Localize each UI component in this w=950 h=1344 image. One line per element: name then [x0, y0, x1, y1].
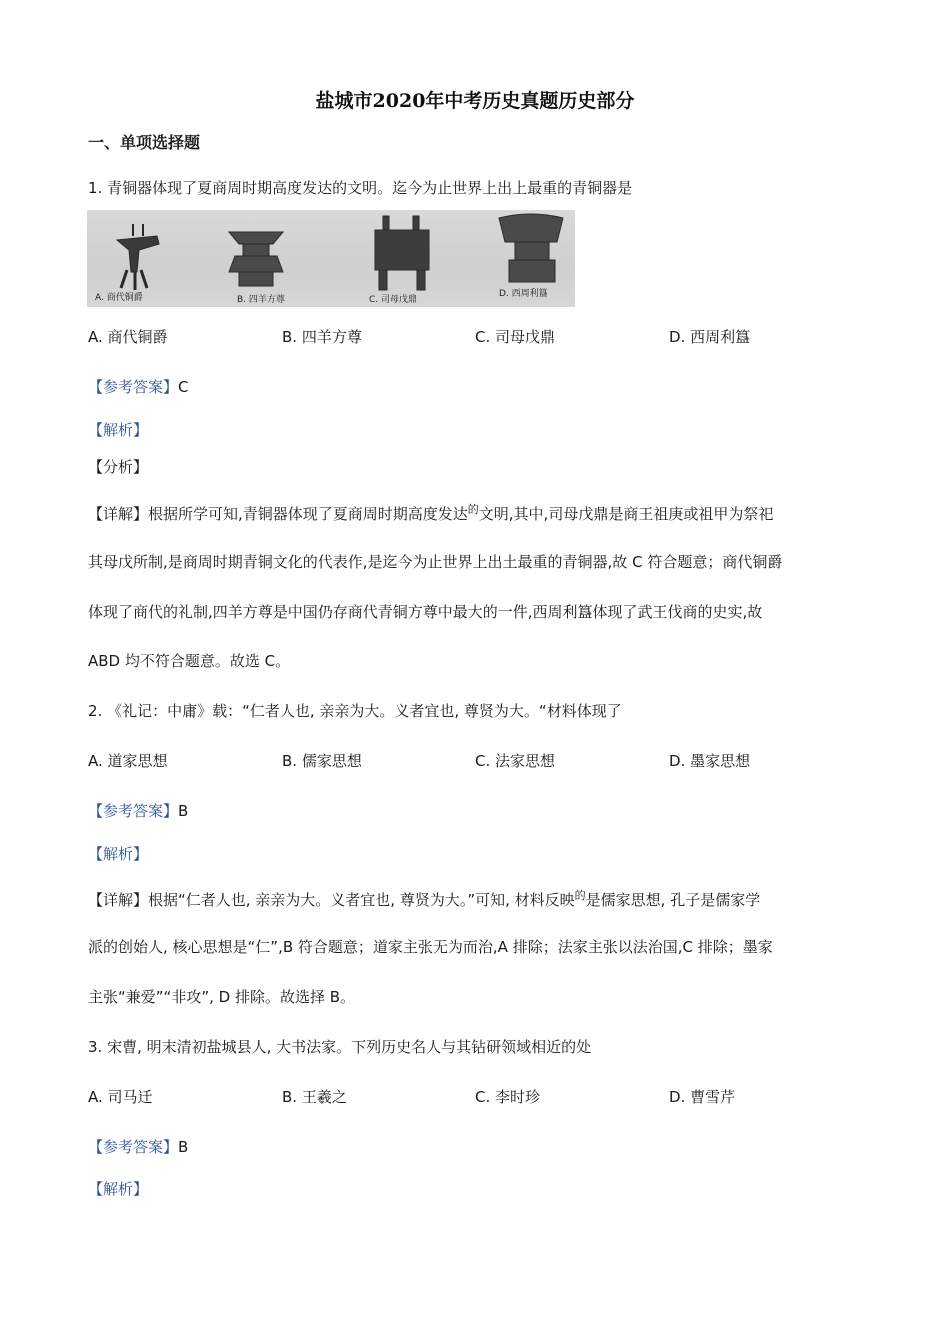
- bronze-figure: [87, 210, 575, 307]
- q1-detail-line-1: 【详解】根据所学可知,青铜器体现了夏商周时期高度发达$^的$文明,其中,司母戊鼎是商王祖庚或祖甲为祭祀: [88, 503, 774, 523]
- q1-option-b: B. 四羊方尊: [282, 328, 362, 346]
- figure-caption-a: A. 商代铜爵: [95, 293, 143, 303]
- q1-option-a: A. 商代铜爵: [88, 328, 168, 346]
- q3-analysis-label: 【解析】: [88, 1180, 149, 1198]
- q1-analysis-label: 【解析】: [88, 421, 149, 439]
- jue-vessel-icon: [117, 224, 159, 290]
- ding-vessel-icon: [375, 216, 429, 290]
- page-title: 盐城市2020年中考历史真题历史部分: [315, 90, 635, 112]
- answer-label: 【参考答案】: [88, 802, 179, 820]
- q2-answer: [88, 800, 188, 821]
- figure-caption-d: D. 西周利簋: [499, 289, 548, 299]
- q2-detail-line-2: 派的创始人, 核心思想是“仁”,B 符合题意；道家主张无为而治,A 排除；法家主张以法治国,C 排除；墨家: [88, 938, 773, 956]
- q2-detail-line-1: 【详解】根据“仁者人也, 亲亲为大。义者宜也, 尊贤为大。”可知, 材料反映$^的$是儒家思想, 孔子是儒家学: [88, 889, 761, 909]
- question-1-stem: 1. 青铜器体现了夏商周时期高度发达的文明。迄今为止世界上出上最重的青铜器是: [88, 179, 633, 197]
- figure-caption-c: C. 司母戊鼎: [369, 295, 418, 305]
- q3-option-b: B. 王羲之: [282, 1088, 347, 1106]
- q1-option-c: C. 司母戊鼎: [475, 328, 556, 346]
- question-3-stem: 3. 宋曹, 明末清初盐城县人, 大书法家。下列历史名人与其钻研领域相近的处: [88, 1038, 592, 1056]
- q3-option-d: D. 曹雪芹: [669, 1088, 736, 1106]
- answer-value: C: [178, 378, 189, 396]
- answer-value: B: [178, 802, 189, 820]
- question-2-stem: 2. 《礼记：中庸》载：“仁者人也, 亲亲为大。义者宜也, 尊贤为大。“材料体现了: [88, 702, 622, 720]
- q2-option-a: A. 道家思想: [88, 752, 168, 770]
- q2-option-c: C. 法家思想: [475, 752, 556, 770]
- q2-option-d: D. 墨家思想: [669, 752, 751, 770]
- answer-label: 【参考答案】: [88, 1138, 179, 1156]
- q2-analysis-label: 【解析】: [88, 845, 149, 863]
- fangzun-vessel-icon: [229, 232, 283, 286]
- q3-answer: [88, 1136, 188, 1157]
- q3-option-a: A. 司马迁: [88, 1088, 153, 1106]
- gui-vessel-icon: [499, 214, 563, 282]
- q1-detail-line-4: ABD 均不符合题意。故选 C。: [88, 652, 291, 670]
- q3-option-c: C. 李时珍: [475, 1088, 541, 1106]
- answer-value: B: [178, 1138, 189, 1156]
- section-heading: 一、单项选择题: [88, 133, 201, 152]
- q1-detail-line-3: 体现了商代的礼制,四羊方尊是中国仍存商代青铜方尊中最大的一件,西周利簋体现了武王伐商的史实,故: [88, 603, 763, 621]
- figure-caption-b: B. 四羊方尊: [237, 295, 285, 305]
- q2-detail-line-3: 主张“兼爱”“非攻”, D 排除。故选择 B。: [88, 988, 355, 1006]
- q1-answer: [88, 376, 189, 397]
- q1-detail-line-2: 其母戊所制,是商周时期青铜文化的代表作,是迄今为止世界上出土最重的青铜器,故 C 符合题意；商代铜爵: [88, 553, 783, 571]
- q1-option-d: D. 西周利簋: [669, 328, 751, 346]
- q2-option-b: B. 儒家思想: [282, 752, 362, 770]
- q1-fenxi-label: 【分析】: [88, 458, 149, 476]
- answer-label: 【参考答案】: [88, 378, 179, 396]
